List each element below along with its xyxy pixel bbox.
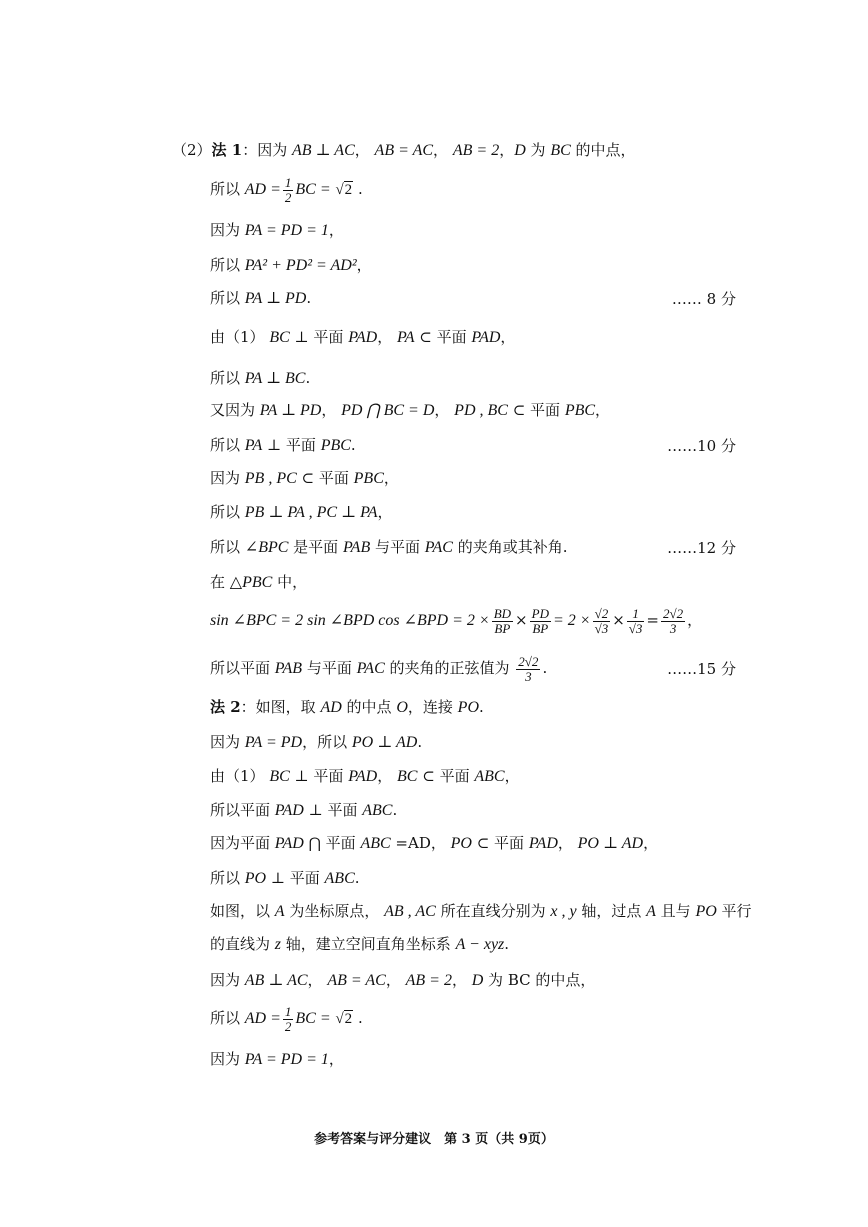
line-pb-pc-perp: 所以 PB ⊥ PA , PC ⊥ PA，	[210, 503, 393, 521]
line-coordinate-setup: 如图，以 A 为坐标原点， AB , AC 所在直线分别为 x , y 轴，过点 A 且与 PO 平行	[210, 902, 752, 920]
line-planes-perp: 所以平面 PAD ⊥ 平面 ABC.	[210, 801, 398, 819]
line-angle-def: 所以 ∠BPC 是平面 PAB 与平面 PAC 的夹角或其补角.	[210, 538, 568, 556]
line-method1-intro: （2）法 1：因为 AB ⊥ AC， AB = AC， AB = 2，D 为 BC 的中点，	[172, 141, 636, 159]
score-8: …… 8 分	[671, 290, 736, 308]
fraction: $\frac{PD}{BP}$	[531, 605, 549, 636]
fraction: $\frac{1}{2}$	[284, 1003, 292, 1034]
score-12: ……12 分	[667, 539, 736, 557]
line-po-perp-abc: 所以 PO ⊥ 平面 ABC.	[210, 869, 360, 887]
line-bc-in-abc: 由（1） BC ⊥ 平面 PAD， BC ⊂ 平面 ABC，	[210, 767, 520, 785]
page-footer: 参考答案与评分建议 第 3 页（共 9页）	[314, 1132, 554, 1147]
line-triangle: 在 △PBC 中，	[210, 573, 308, 591]
line-pa-pd-2: 因为 PA = PD = 1，	[210, 1050, 344, 1068]
fraction: $\frac{BD}{BP}$	[493, 605, 512, 636]
fraction: $\frac{√2}{√3}$	[594, 605, 609, 636]
score-15: ……15 分	[667, 660, 736, 678]
line-pb-pc-in-plane: 因为 PB , PC ⊂ 平面 PBC，	[210, 469, 399, 487]
fraction: $\frac{1}{2}$	[284, 174, 292, 205]
fraction: $\frac{1}{√3}$	[628, 605, 643, 636]
line-po-perp-ad: 因为 PA = PD，所以 PO ⊥ AD.	[210, 733, 423, 751]
score-10: ……10 分	[667, 437, 736, 455]
fraction: $\frac{2√2}{3}$	[518, 653, 539, 684]
sqrt-expression: √2	[335, 182, 353, 198]
line-ad-value: 所以 AD = $\frac{1}{2}$ BC = √2 .	[210, 174, 363, 205]
line-pa-pd: 因为 PA = PD = 1，	[210, 221, 344, 239]
line-sine-computation: sin ∠BPC = 2 sin ∠BPD cos ∠BPD = 2 × $\frac{BD}{BP}$ × $\frac{PD}{BP}$ = 2 × $\frac{√2}{√3}$ × $\frac{1}{√3}$ = $\frac{2√2}{3}$ ，	[210, 605, 703, 636]
line-planes-intersection: 因为平面 PAD ⋂ 平面 ABC =AD， PO ⊂ 平面 PAD， PO ⊥ AD，	[210, 834, 659, 852]
line-sine-result: 所以平面 PAB 与平面 PAC 的夹角的正弦值为 $\frac{2√2}{3}$ .	[210, 653, 548, 684]
line-pa-perp-bc: 所以 PA ⊥ BC.	[210, 369, 311, 387]
line-pa-perp-pbc: 所以 PA ⊥ 平面 PBC.	[210, 436, 356, 454]
line-pythagoras: 所以 PA² + PD² = AD²，	[210, 256, 372, 274]
line-z-axis: 的直线为 z 轴，建立空间直角坐标系 A − xyz.	[210, 935, 510, 953]
line-repeat-given: 因为 AB ⊥ AC， AB = AC， AB = 2， D 为 BC 的中点，	[210, 971, 596, 989]
line-method2-intro: 法 2：如图，取 AD 的中点 O，连接 PO.	[210, 698, 484, 716]
sqrt-expression: √2	[335, 1011, 353, 1027]
line-intersection: 又因为 PA ⊥ PD， PD ⋂ BC = D， PD , BC ⊂ 平面 PBC，	[210, 401, 611, 419]
line-ad-value-2: 所以 AD = $\frac{1}{2}$ BC = √2 .	[210, 1003, 363, 1034]
line-pa-perp-pd: 所以 PA ⊥ PD.	[210, 289, 312, 307]
line-bc-perp-plane: 由（1） BC ⊥ 平面 PAD， PA ⊂ 平面 PAD，	[210, 328, 516, 346]
fraction: $\frac{2√2}{3}$	[663, 605, 684, 636]
